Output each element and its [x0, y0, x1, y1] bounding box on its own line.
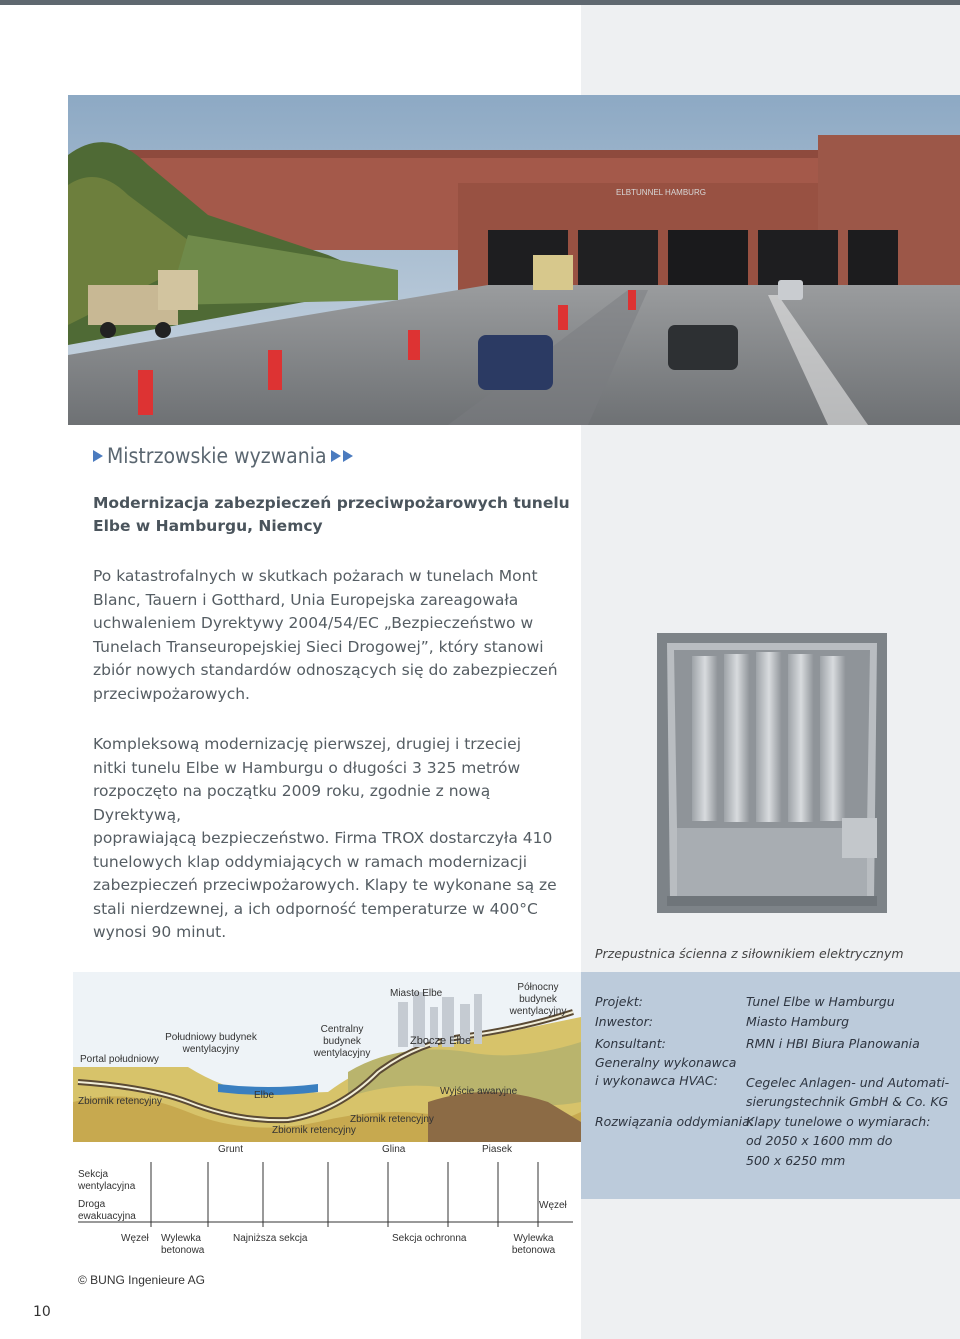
consultant-label: Konsultant: — [595, 1036, 666, 1051]
investor-value: Miasto Hamburg — [746, 1014, 850, 1029]
label-poludniowy — [156, 1032, 266, 1056]
text-line: Tunelach Transeuropejskiej Sieci Drogowej”, który stanowi — [93, 637, 544, 656]
label-line: betonowa — [511, 1245, 556, 1256]
solution-value: 500 x 6250 mm — [746, 1153, 846, 1168]
label-wylewka — [161, 1233, 205, 1257]
contractor-value: Cegelec Anlagen- und Automati- — [746, 1075, 950, 1090]
arrow-right-icon — [343, 450, 353, 462]
project-value: Tunel Elbe w Hamburgu — [746, 994, 895, 1009]
contractor-label: Generalny wykonawca — [595, 1055, 737, 1070]
label-line: betonowa — [161, 1245, 205, 1256]
contractor-label: i wykonawca HVAC: — [595, 1073, 718, 1088]
label-line: wentylacyjna — [78, 1181, 136, 1192]
label-najnizsza: Najniższa sekcja — [233, 1233, 308, 1244]
label-zbiornik: Zbiornik retencyjny — [78, 1096, 162, 1107]
page-number: 10 — [33, 1304, 51, 1320]
label-sekcja — [78, 1169, 135, 1193]
text-line: stali nierdzewnej, a ich odporność temperaturze w 400°C — [93, 899, 538, 918]
label-line: Centralny — [320, 1024, 364, 1035]
tunnel-photo — [68, 95, 960, 425]
solution-label: Rozwiązania oddymiania: — [595, 1114, 754, 1129]
text-line: tunelowych klap oddymiających w ramach modernizacji — [93, 852, 528, 871]
investor-label: Inwestor: — [595, 1014, 653, 1029]
paragraph-1 — [93, 565, 563, 706]
text-line: rozpoczęto na początku 2009 roku, zgodnie z nową Dyrektywą, — [93, 782, 491, 824]
section-title — [93, 444, 353, 468]
text-line: wynosi 90 minut. — [93, 923, 227, 941]
label-piasek: Piasek — [482, 1144, 513, 1155]
solution-value: od 2050 x 1600 mm do — [746, 1133, 893, 1148]
label-polnocny — [508, 982, 568, 1018]
tunnel-sign: ELBTUNNEL HAMBURG — [616, 188, 706, 197]
label-grunt: Grunt — [218, 1144, 244, 1155]
label-line: ewakuacyjna — [78, 1211, 136, 1222]
label-zbiornik: Zbiornik retencyjny — [272, 1125, 356, 1136]
label-line: wentylacyjny — [313, 1048, 371, 1059]
label-line: Północny — [517, 982, 559, 993]
project-label: Projekt: — [595, 994, 643, 1009]
arrow-right-icon — [93, 450, 103, 462]
label-glina: Glina — [382, 1144, 406, 1155]
text-line: uchwaleniem Dyrektywy 2004/54/EC „Bezpieczeństwo w — [93, 614, 534, 632]
heading-line: Elbe w Hamburgu, Niemcy — [93, 517, 323, 535]
label-zbocze: Zbocze Elbe — [410, 1035, 472, 1047]
label-line: budynek — [519, 994, 557, 1005]
product-caption: Przepustnica ścienna z siłownikiem elektrycznym — [595, 946, 904, 961]
label-line: Południowy budynek — [165, 1032, 257, 1043]
text-line: Kompleksową modernizację pierwszej, drugiej i trzeciej — [93, 735, 522, 753]
label-miasto: Miasto Elbe — [390, 988, 443, 999]
contractor-value: sierungstechnik GmbH & Co. KG — [746, 1094, 949, 1109]
text-line: poprawiającą bezpieczeństwo. Firma TROX dostarczyła 410 — [93, 829, 553, 847]
label-elbe: Elbe — [254, 1090, 275, 1101]
label-line: wentylacyjny — [509, 1006, 567, 1017]
heading-line: Modernizacja zabezpieczeń przeciwpożarowych tunelu — [93, 494, 570, 512]
label-wyjscie: Wyjście awaryjne — [440, 1086, 518, 1097]
label-portal: Portal południowy — [80, 1054, 159, 1065]
arrow-right-icon — [331, 450, 341, 462]
label-line: Droga — [78, 1199, 106, 1210]
label-line: Sekcja — [78, 1169, 109, 1180]
text-line: zabezpieczeń przeciwpożarowych. Klapy te wykonane są ze — [93, 876, 557, 894]
article-heading — [93, 492, 573, 538]
label-ochronna: Sekcja ochronna — [392, 1233, 467, 1244]
image-credit: © BUNG Ingenieure AG — [78, 1273, 205, 1287]
label-wylewka — [511, 1233, 556, 1257]
label-centralny — [311, 1024, 373, 1060]
text-line: przeciwpożarowych. — [93, 684, 250, 703]
label-line: Wylewka — [513, 1233, 554, 1244]
section-title-text: Mistrzowskie wyzwania — [107, 444, 327, 468]
solution-value: Klapy tunelowe o wymiarach: — [746, 1114, 931, 1129]
label-line: budynek — [323, 1036, 361, 1047]
text-line: Blanc, Tauern i Gotthard, Unia Europejska zareagowała — [93, 590, 519, 609]
consultant-value: RMN i HBI Biura Planowania — [746, 1036, 920, 1051]
tunnel-cross-section-diagram — [68, 972, 581, 1272]
label-line: wentylacyjny — [182, 1044, 240, 1055]
text-line: zbiór nowych standardów odnoszących się do zabezpieczeń — [93, 661, 558, 679]
label-line: Wylewka — [161, 1233, 201, 1244]
label-wezel: Węzeł — [539, 1200, 567, 1211]
text-line: Po katastrofalnych w skutkach pożarach w tunelach Mont — [93, 567, 538, 585]
damper-product-image — [652, 628, 892, 918]
label-wezel: Węzeł — [121, 1233, 149, 1244]
label-droga — [78, 1199, 136, 1223]
label-zbiornik: Zbiornik retencyjny — [350, 1114, 434, 1125]
text-line: nitki tunelu Elbe w Hamburgu o długości 3 325 metrów — [93, 758, 521, 777]
paragraph-2 — [93, 733, 563, 945]
